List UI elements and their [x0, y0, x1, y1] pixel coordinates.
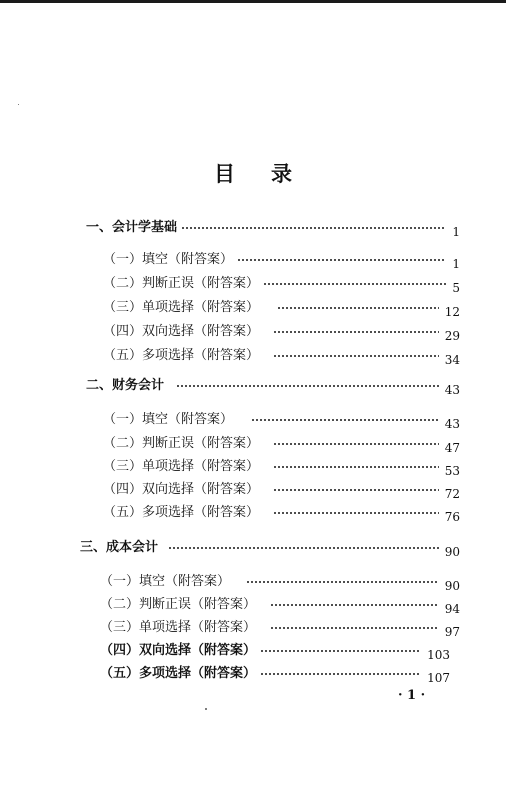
toc-chapter-1[interactable]: [86, 216, 460, 239]
section-page-number: 5: [452, 281, 460, 295]
toc-section[interactable]: [100, 639, 450, 662]
section-label: （一）填空（附答案）: [103, 252, 234, 267]
section-label: （五）多项选择（附答案）: [103, 348, 260, 363]
toc-section[interactable]: [103, 272, 460, 295]
dot-leader: [273, 328, 439, 336]
section-page-number: 1: [452, 257, 460, 271]
chapter-page-number: 90: [444, 545, 460, 559]
section-page-number: 29: [444, 329, 460, 343]
chapter-label: 一、会计学基础: [86, 220, 178, 235]
toc-chapter-2[interactable]: [86, 374, 460, 397]
toc-section[interactable]: [100, 662, 450, 685]
section-label: （一）填空（附答案）: [103, 412, 234, 427]
dot-leader: [181, 224, 446, 232]
section-page-number: 97: [444, 625, 460, 639]
section-label: （三）单项选择（附答案）: [100, 620, 257, 635]
dot-leader: [260, 670, 421, 678]
toc-section[interactable]: [100, 616, 460, 639]
dot-leader: [277, 304, 439, 312]
section-label: （三）单项选择（附答案）: [103, 300, 260, 315]
section-label: （二）判断正误（附答案）: [103, 436, 260, 451]
section-label: （四）双向选择（附答案）: [103, 324, 260, 339]
section-label: （五）多项选择（附答案）: [103, 505, 260, 520]
scan-speck: [205, 708, 207, 710]
dot-leader: [273, 352, 439, 360]
section-page-number: 34: [444, 353, 460, 367]
toc-section[interactable]: [103, 501, 460, 524]
dot-leader: [168, 544, 439, 552]
section-page-number: 12: [444, 305, 460, 319]
section-page-number: 72: [444, 487, 460, 501]
scan-speck: [18, 104, 19, 105]
section-label: （一）填空（附答案）: [100, 574, 231, 589]
dot-leader: [246, 578, 439, 586]
dot-leader: [176, 382, 439, 390]
toc-section[interactable]: [100, 570, 460, 593]
chapter-page-number: 43: [444, 383, 460, 397]
section-page-number: 90: [444, 579, 460, 593]
section-label: （二）判断正误（附答案）: [100, 597, 257, 612]
section-label: （二）判断正误（附答案）: [103, 276, 260, 291]
chapter-page-number: 1: [452, 225, 460, 239]
dot-leader: [270, 624, 439, 632]
toc-section[interactable]: [103, 455, 460, 478]
section-page-number: 76: [444, 510, 460, 524]
section-label: （三）单项选择（附答案）: [103, 459, 260, 474]
toc-section[interactable]: [103, 344, 460, 367]
dot-leader: [273, 509, 439, 517]
dot-leader: [251, 416, 439, 424]
section-page-number: 47: [444, 441, 460, 455]
title-char-1: 目: [214, 162, 235, 186]
section-page-number: 53: [444, 464, 460, 478]
toc-section[interactable]: [103, 248, 460, 271]
section-page-number: 43: [444, 417, 460, 431]
dot-leader: [237, 256, 446, 264]
toc-section[interactable]: [103, 320, 460, 343]
page-footer-number: · 1 ·: [398, 688, 426, 703]
dot-leader: [260, 647, 421, 655]
chapter-label: 三、成本会计: [80, 540, 159, 555]
section-page-number: 107: [427, 671, 450, 685]
toc-section[interactable]: [103, 478, 460, 501]
dot-leader: [273, 486, 439, 494]
toc-section[interactable]: [100, 593, 460, 616]
dot-leader: [270, 601, 439, 609]
toc-section[interactable]: [103, 408, 460, 431]
chapter-label: 二、财务会计: [86, 378, 165, 393]
section-page-number: 94: [444, 602, 460, 616]
section-label: （四）双向选择（附答案）: [103, 482, 260, 497]
toc-section[interactable]: [103, 296, 460, 319]
section-page-number: 103: [427, 648, 450, 662]
dot-leader: [273, 463, 439, 471]
toc-chapter-3[interactable]: [80, 536, 460, 559]
section-label: （四）双向选择（附答案）: [100, 643, 257, 658]
dot-leader: [263, 280, 446, 288]
dot-leader: [273, 440, 439, 448]
title-char-2: 录: [271, 162, 292, 186]
toc-section[interactable]: [103, 432, 460, 455]
section-label: （五）多项选择（附答案）: [100, 666, 257, 681]
